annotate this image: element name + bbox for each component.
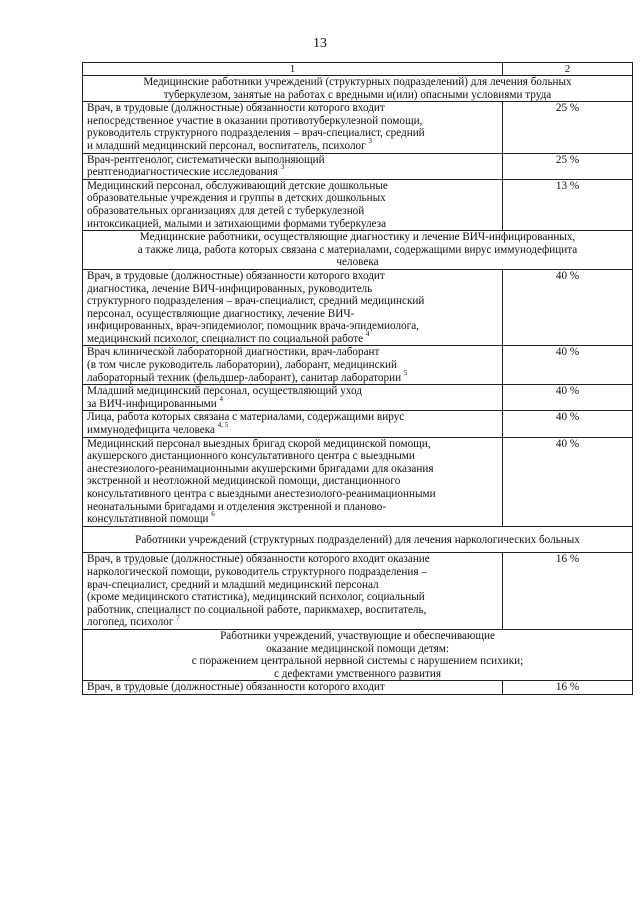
table-row xyxy=(83,269,633,346)
description-text: работник, специалист по социальной работе, парикмахер, воспитатель, xyxy=(87,603,427,616)
description-text: консультативной помощи xyxy=(87,513,209,526)
description-text: рентгенодиагностические исследования xyxy=(87,166,278,179)
column-header-1: 1 xyxy=(83,63,503,76)
description-text: медицинский психолог, специалист по социальной работе xyxy=(87,332,364,345)
allowance-percent: 40 % xyxy=(503,437,633,526)
description-line xyxy=(87,510,498,526)
description-text: экстренной и неотложной медицинской помощи, дистанционного xyxy=(87,475,401,488)
section-title xyxy=(83,629,633,680)
table-row xyxy=(83,681,633,695)
description-line xyxy=(87,553,498,566)
position-description xyxy=(83,681,503,695)
description-line xyxy=(87,566,498,579)
section-title-line: с поражением центральной нервной системы с нарушением психики; xyxy=(191,655,524,668)
allowance-percent: 16 % xyxy=(503,681,633,695)
section-header-row xyxy=(83,76,633,102)
description-line xyxy=(87,270,498,283)
position-description xyxy=(83,553,503,630)
footnote-marker: 4 xyxy=(365,330,370,339)
section-title-line: Работники учреждений, участвующие и обеспечивающие xyxy=(220,629,495,642)
description-text: Младший медицинский персонал, осуществляющий уход xyxy=(87,385,362,398)
allowance-percent: 40 % xyxy=(503,346,633,385)
section-title-line: Медицинские работники учреждений (структурных подразделений) для лечения больных xyxy=(143,76,572,88)
page-number: 13 xyxy=(313,36,327,51)
position-description xyxy=(83,385,503,411)
description-line xyxy=(87,488,498,501)
description-line xyxy=(87,579,498,592)
section-title-line: Работники учреждений (структурных подразделений) для лечения наркологических больных xyxy=(135,533,580,546)
position-description xyxy=(83,179,503,230)
description-line xyxy=(87,308,498,321)
description-line xyxy=(87,395,498,411)
description-line xyxy=(87,127,498,140)
description-text: иммунодефицита человека xyxy=(87,424,215,437)
description-text: акушерского дистанционного консультативного центра с выездными xyxy=(87,450,415,463)
description-text: персонал, осуществляющие диагностику, лечение ВИЧ- xyxy=(87,307,355,320)
position-description xyxy=(83,153,503,179)
footnote-marker: 3 xyxy=(368,137,373,146)
section-title-line: оказание медицинской помощи детям: xyxy=(266,642,449,655)
table-row xyxy=(83,346,633,385)
description-line xyxy=(87,359,498,372)
description-text: лабораторный техник (фельдшер-лаборант), санитар лаборатории xyxy=(87,371,402,384)
description-line xyxy=(87,368,498,385)
description-text: Лица, работа которых связана с материалами, содержащими вирус xyxy=(87,411,405,424)
description-text: интоксикацией, малыми и затихающими формами туберкулеза xyxy=(87,217,387,230)
description-line xyxy=(87,320,498,333)
position-description xyxy=(83,102,503,153)
description-text: неонатальными бригадами и отделения экстренной и планово- xyxy=(87,500,387,513)
description-text: за ВИЧ-инфицированными xyxy=(87,397,217,410)
description-text: инфицированных, врач-эпидемиолог, помощник врача-эпидемиолога, xyxy=(87,320,419,333)
description-text: непосредственное участие в оказании противотуберкулезной помощи, xyxy=(87,114,423,127)
section-header-row xyxy=(83,629,633,680)
description-text: и младший медицинский персонал, воспитатель, психолог xyxy=(87,139,366,152)
description-text: руководитель структурного подразделения – врач-специалист, средний xyxy=(87,127,425,140)
description-text: Врач-рентгенолог, систематически выполняющий xyxy=(87,153,325,166)
allowance-percent: 40 % xyxy=(503,411,633,437)
section-header-row xyxy=(83,231,633,270)
footnote-marker: 5 xyxy=(403,368,408,377)
section-title-line: а также лица, работа которых связана с материалами, содержащими вирус иммунодефицита xyxy=(137,243,578,256)
description-line xyxy=(87,115,498,128)
description-line xyxy=(87,385,498,398)
description-text: Врач, в трудовые (должностные) обязанности которого входит xyxy=(87,269,385,282)
description-text: структурного подразделения – врач-специалист, средний медицинский xyxy=(87,295,425,308)
description-text: Врач, в трудовые (должностные) обязанности которого входит xyxy=(87,681,385,694)
section-title xyxy=(83,231,633,270)
position-description xyxy=(83,346,503,385)
allowance-percent: 13 % xyxy=(503,179,633,230)
footnote-marker: 4, 5 xyxy=(217,421,229,430)
description-text: логопед, психолог xyxy=(87,616,174,629)
description-line xyxy=(87,681,498,694)
table-row xyxy=(83,553,633,630)
description-line xyxy=(87,163,498,179)
description-line xyxy=(87,137,498,153)
column-header-2: 2 xyxy=(503,63,633,76)
description-text: Врач, в трудовые (должностные) обязанности которого входит оказание xyxy=(87,553,430,566)
section-title xyxy=(83,526,633,553)
allowance-table xyxy=(82,62,633,695)
description-text: образовательных организациях для детей с туберкулезной xyxy=(87,204,365,217)
description-text: (кроме медицинского статистика), медицинский психолог, социальный xyxy=(87,591,425,604)
table-row xyxy=(83,437,633,526)
description-text: образовательные учреждения и группы в детских дошкольных xyxy=(87,192,386,205)
section-title-line: Медицинские работники, осуществляющие диагностику и лечение ВИЧ-инфицированных, xyxy=(139,231,576,244)
table-row xyxy=(83,153,633,179)
description-line xyxy=(87,463,498,476)
section-header-row xyxy=(83,526,633,553)
description-line xyxy=(87,613,498,629)
footnote-marker: 7 xyxy=(176,613,180,622)
section-title-line: с дефектами умственного развития xyxy=(273,667,441,680)
description-line xyxy=(87,591,498,604)
description-line xyxy=(87,421,498,437)
allowance-percent: 16 % xyxy=(503,553,633,630)
table-row xyxy=(83,102,633,153)
description-line xyxy=(87,346,498,359)
position-description xyxy=(83,411,503,437)
description-text: врач-специалист, средний и младший медицинский персонал xyxy=(87,578,379,591)
description-text: Медицинский персонал выездных бригад скорой медицинской помощи, xyxy=(87,437,431,450)
description-line xyxy=(87,180,498,193)
footnote-marker: 6 xyxy=(211,510,215,519)
section-title-line: человека xyxy=(336,256,379,269)
description-line xyxy=(87,475,498,488)
description-text: (в том числе руководитель лаборатории), лаборант, медицинский xyxy=(87,359,397,372)
description-line xyxy=(87,218,498,231)
description-text: Врач клинической лабораторной диагностики, врач-лаборант xyxy=(87,346,380,359)
description-line xyxy=(87,411,498,424)
description-line xyxy=(87,283,498,296)
table-row xyxy=(83,411,633,437)
description-text: Врач, в трудовые (должностные) обязанности которого входит xyxy=(87,102,385,115)
description-line xyxy=(87,330,498,346)
section-title-line: туберкулезом, занятые на работах с вредными и(или) опасными условиями труда xyxy=(163,88,552,101)
description-line xyxy=(87,501,498,514)
table-header-row xyxy=(83,63,633,76)
description-line xyxy=(87,192,498,205)
description-text: анестезиолого-реанимационными акушерскими бригадами для оказания xyxy=(87,462,434,475)
description-line xyxy=(87,450,498,463)
table-row xyxy=(83,385,633,411)
description-text: Медицинский персонал, обслуживающий детские дошкольные xyxy=(87,179,388,192)
footnote-marker: 4 xyxy=(219,395,224,404)
footnote-marker: 3 xyxy=(280,163,285,172)
position-description xyxy=(83,437,503,526)
description-text: диагностика, лечение ВИЧ-инфицированных, руководитель xyxy=(87,282,373,295)
description-line xyxy=(87,438,498,451)
description-line xyxy=(87,154,498,167)
section-title xyxy=(83,76,633,102)
description-line xyxy=(87,205,498,218)
description-line xyxy=(87,295,498,308)
description-line xyxy=(87,102,498,115)
table-row xyxy=(83,179,633,230)
description-text: консультативного центра с выездными анестезиолого-реанимационными xyxy=(87,488,436,500)
allowance-percent: 25 % xyxy=(503,153,633,179)
allowance-percent: 40 % xyxy=(503,269,633,346)
position-description xyxy=(83,269,503,346)
allowance-percent: 40 % xyxy=(503,385,633,411)
description-line xyxy=(87,604,498,617)
allowance-percent: 25 % xyxy=(503,102,633,153)
description-text: наркологической помощи, руководитель структурного подразделения – xyxy=(87,565,427,578)
